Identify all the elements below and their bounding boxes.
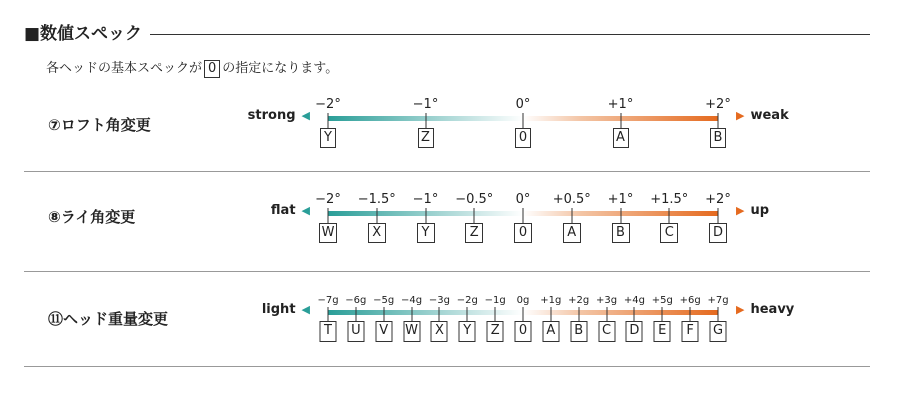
section-header: [24, 22, 870, 50]
tick-mark: [550, 307, 551, 321]
left-direction-text: strong: [247, 108, 296, 123]
tick-label: −4g: [401, 295, 423, 306]
tick-label: −6g: [345, 295, 367, 306]
right-direction-text: heavy: [750, 302, 795, 317]
divider-3: [24, 366, 870, 367]
tick-mark: [523, 307, 524, 321]
tick-label: +1°: [607, 97, 634, 112]
description-text: [46, 58, 338, 80]
triangle-right-icon: ▶: [736, 109, 745, 122]
spec-code-box: F: [682, 321, 699, 342]
tick-label: 0°: [515, 97, 531, 112]
spec-code-box: Z: [418, 128, 434, 148]
right-direction-text: up: [750, 203, 770, 218]
tick-mark: [355, 307, 356, 321]
spec-code-box: T: [320, 321, 337, 342]
tick-label: +2°: [705, 97, 731, 112]
left-direction-text: light: [261, 302, 296, 317]
triangle-right-icon: ▶: [736, 204, 745, 217]
tick-mark: [662, 307, 663, 321]
tick-mark: [571, 208, 572, 223]
tick-mark: [669, 208, 670, 223]
spec-code-box: X: [368, 223, 386, 243]
triangle-left-icon: ◀: [301, 303, 310, 316]
section-title: ■数値スペック: [24, 22, 150, 46]
spec-code-box: B: [612, 223, 630, 243]
triangle-left-icon: ◀: [301, 204, 310, 217]
tick-mark: [376, 208, 377, 223]
spec-code-box: W: [403, 321, 420, 342]
spec-code-box: D: [626, 321, 643, 342]
tick-label: +1°: [607, 192, 634, 207]
tick-label: −1g: [484, 295, 506, 306]
tick-mark: [523, 208, 524, 223]
spec-code-box: G: [710, 321, 727, 342]
tick-label: −5g: [373, 295, 395, 306]
tick-label: −1°: [412, 192, 439, 207]
spec-code-box: 0: [515, 321, 532, 342]
triangle-right-icon: ▶: [736, 303, 745, 316]
triangle-left-icon: ◀: [301, 109, 310, 122]
spec-code-box: Y: [459, 321, 476, 342]
right-direction-label: [736, 108, 789, 123]
spec-label: ⑦ロフト角変更: [48, 116, 151, 134]
tick-label: +1g: [540, 295, 562, 306]
description-after: の指定になります。: [222, 61, 339, 76]
tick-label: −2g: [456, 295, 478, 306]
tick-mark: [578, 307, 579, 321]
tick-mark: [690, 307, 691, 321]
tick-mark: [474, 208, 475, 223]
spec-code-box: 0: [514, 223, 532, 243]
spec-code-box: Z: [487, 321, 504, 342]
tick-mark: [425, 208, 426, 223]
spec-code-box: E: [654, 321, 671, 342]
spec-code-box: C: [660, 223, 678, 243]
tick-label: −7g: [317, 295, 339, 306]
tick-label: +0.5°: [552, 192, 591, 207]
spec-code-box: A: [542, 321, 559, 342]
tick-mark: [328, 307, 329, 321]
tick-label: +2g: [568, 295, 590, 306]
spec-code-box: U: [347, 321, 364, 342]
tick-mark: [467, 307, 468, 321]
spec-label: ⑧ライ角変更: [48, 208, 136, 226]
spec-code-box: D: [709, 223, 727, 243]
tick-mark: [495, 307, 496, 321]
tick-mark: [718, 113, 719, 128]
left-direction-text: flat: [270, 203, 296, 218]
tick-mark: [606, 307, 607, 321]
tick-label: 0°: [515, 192, 531, 207]
spec-code-box: 0: [515, 128, 531, 148]
left-direction-label: [262, 302, 310, 317]
divider-1: [24, 171, 870, 172]
tick-label: +3g: [596, 295, 618, 306]
header-rule: [24, 34, 870, 35]
tick-mark: [620, 208, 621, 223]
tick-label: −2°: [315, 97, 341, 112]
tick-mark: [328, 113, 329, 128]
right-direction-label: [736, 302, 794, 317]
tick-label: +2°: [705, 192, 731, 207]
spec-code-box: B: [570, 321, 587, 342]
tick-label: −1°: [412, 97, 439, 112]
tick-mark: [523, 113, 524, 128]
tick-mark: [411, 307, 412, 321]
tick-label: −3g: [428, 295, 450, 306]
spec-code-box: B: [710, 128, 726, 148]
tick-mark: [439, 307, 440, 321]
tick-label: −0.5°: [455, 192, 494, 207]
spec-code-box: W: [319, 223, 337, 243]
tick-label: +6g: [679, 295, 701, 306]
left-direction-label: [248, 108, 310, 123]
tick-label: −1.5°: [357, 192, 396, 207]
tick-label: +5g: [651, 295, 673, 306]
tick-mark: [718, 307, 719, 321]
zero-box: 0: [204, 60, 220, 78]
tick-mark: [718, 208, 719, 223]
tick-label: +7g: [707, 295, 729, 306]
tick-label: +1.5°: [650, 192, 689, 207]
spec-code-box: A: [563, 223, 581, 243]
spec-code-box: A: [613, 128, 629, 148]
spec-code-box: Y: [320, 128, 336, 148]
spec-label: ⑪ヘッド重量変更: [48, 310, 169, 328]
spec-code-box: V: [375, 321, 392, 342]
description-before: 各ヘッドの基本スペックが: [46, 61, 203, 76]
tick-label: −2°: [315, 192, 341, 207]
spec-code-box: C: [598, 321, 615, 342]
right-direction-label: [736, 203, 769, 218]
left-direction-label: [271, 203, 310, 218]
tick-mark: [425, 113, 426, 128]
tick-mark: [383, 307, 384, 321]
divider-2: [24, 271, 870, 272]
tick-label: +4g: [623, 295, 645, 306]
tick-mark: [634, 307, 635, 321]
tick-mark: [620, 113, 621, 128]
tick-mark: [328, 208, 329, 223]
spec-code-box: X: [431, 321, 448, 342]
spec-code-box: Z: [465, 223, 483, 243]
spec-code-box: Y: [417, 223, 435, 243]
right-direction-text: weak: [750, 108, 789, 123]
tick-label: 0g: [516, 295, 530, 306]
